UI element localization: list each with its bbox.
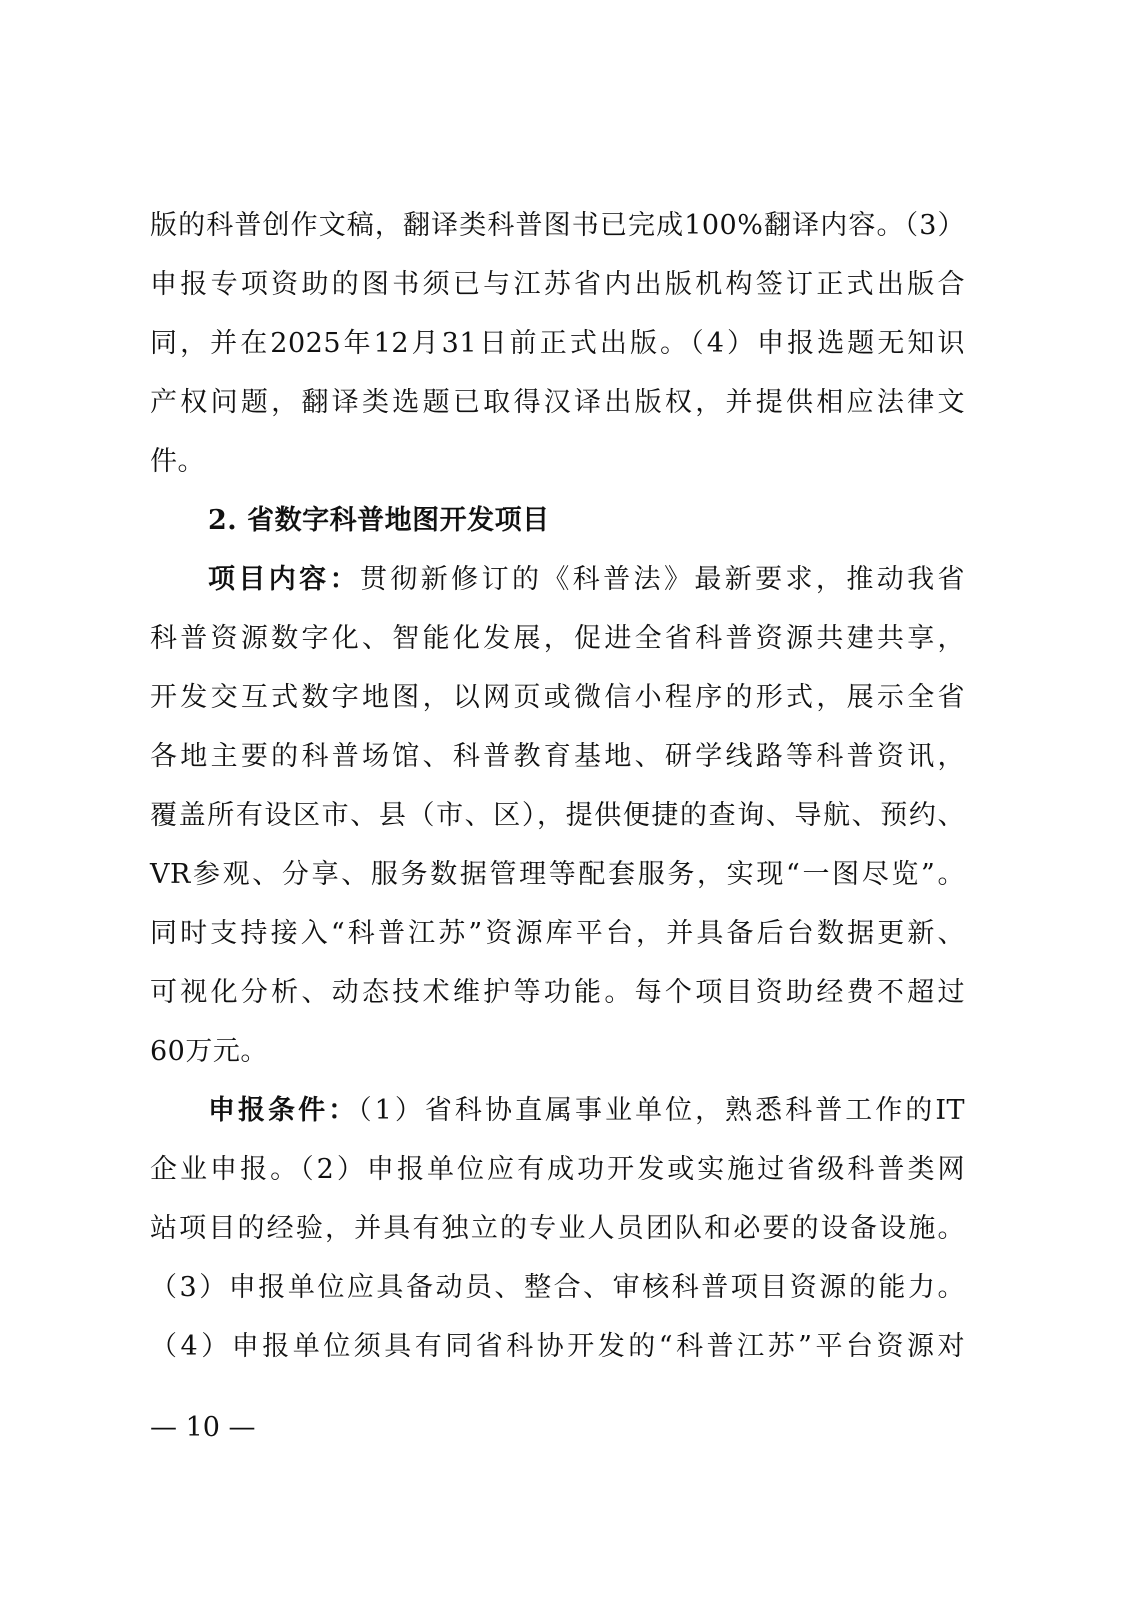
conditions-first-line-text: （1）省科协直属事业单位，熟悉科普工作的IT: [358, 1095, 966, 1126]
page-number: — 10 —: [150, 1412, 256, 1443]
text-line: 申报专项资助的图书须已与江苏省内出版机构签订正式出版合: [150, 269, 965, 300]
section-heading: 2. 省数字科普地图开发项目: [208, 505, 550, 536]
text-line: 各地主要的科普场馆、科普教育基地、研学线路等科普资讯，: [150, 741, 965, 772]
text-line: 开发交互式数字地图，以网页或微信小程序的形式，展示全省: [150, 682, 965, 713]
text-line: VR参观、分享、服务数据管理等配套服务，实现“一图尽览”。: [150, 859, 965, 890]
conditions-lead-label: 申报条件：: [208, 1095, 359, 1126]
content-paragraph-first-line: [150, 550, 965, 609]
conditions-paragraph-first-line: [150, 1081, 965, 1140]
content-first-line-text: 贯彻新修订的《科普法》最新要求，推动我省: [359, 564, 966, 595]
text-line: 同，并在2025年12月31日前正式出版。（4）申报选题无知识: [150, 328, 965, 359]
document-body: [150, 196, 965, 1376]
text-line: 版的科普创作文稿，翻译类科普图书已完成100%翻译内容。（3）: [150, 210, 965, 241]
text-line: 可视化分析、动态技术维护等功能。每个项目资助经费不超过: [150, 977, 965, 1008]
text-line: 同时支持接入“科普江苏”资源库平台，并具备后台数据更新、: [150, 918, 965, 949]
text-line: （4）申报单位须具有同省科协开发的“科普江苏”平台资源对: [150, 1331, 965, 1362]
text-line: 企业申报。（2）申报单位应有成功开发或实施过省级科普类网: [150, 1154, 965, 1185]
text-line: 产权问题，翻译类选题已取得汉译出版权，并提供相应法律文: [150, 387, 965, 418]
content-lead-label: 项目内容：: [208, 564, 360, 595]
text-line: 件。: [150, 446, 205, 477]
text-line: 站项目的经验，并具有独立的专业人员团队和必要的设备设施。: [150, 1213, 965, 1244]
text-line: 科普资源数字化、智能化发展，促进全省科普资源共建共享，: [150, 623, 965, 654]
text-line: 60万元。: [150, 1036, 268, 1067]
text-line: （3）申报单位应具备动员、整合、审核科普项目资源的能力。: [150, 1272, 965, 1303]
text-line: 覆盖所有设区市、县（市、区），提供便捷的查询、导航、预约、: [150, 800, 965, 831]
